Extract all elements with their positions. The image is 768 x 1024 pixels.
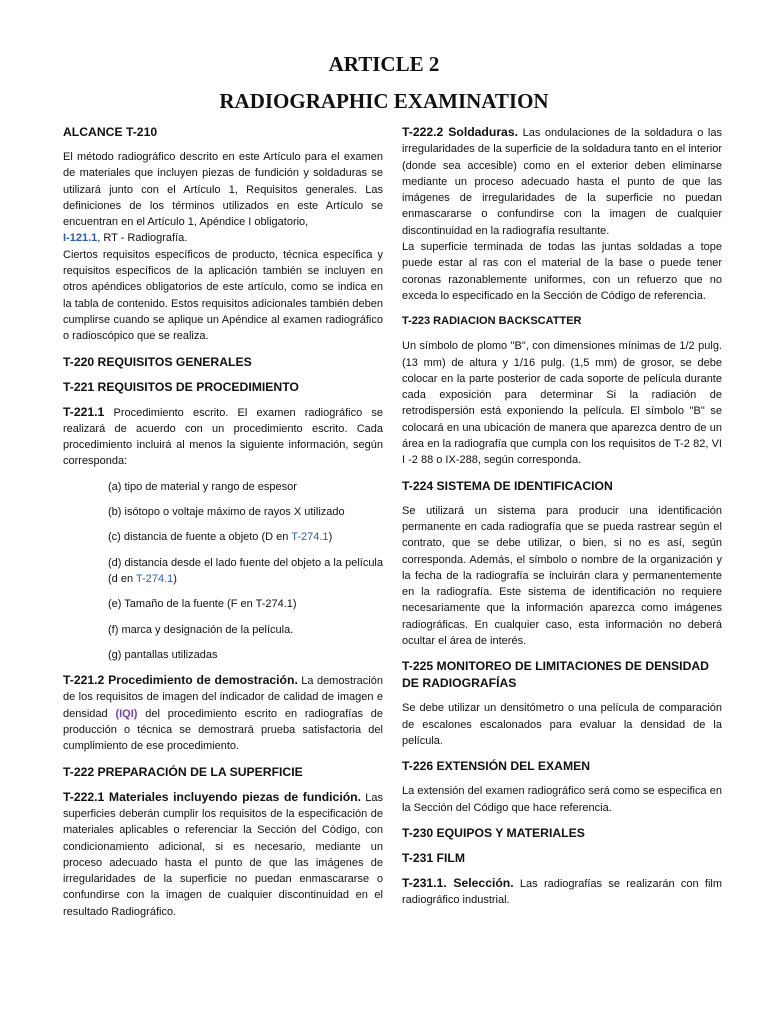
- list-item-c: (c) distancia de fuente a objeto (D en T-274.1): [108, 531, 333, 544]
- list-item-g: (g) pantallas utilizadas: [108, 648, 218, 661]
- section-heading-t222: T-222 PREPARACIÓN DE LA SUPERFICIE: [63, 764, 303, 779]
- section-heading-t230: T-230 EQUIPOS Y MATERIALES: [402, 825, 585, 840]
- right-column: [402, 124, 722, 917]
- section-heading-t225: T-225 MONITOREO DE LIMITACIONES DE DENSIDAD DE RADIOGRAFÍAS: [402, 659, 709, 691]
- section-heading-t231: T-231 FILM: [402, 850, 465, 865]
- paragraph-t221-2: T-221.2 Procedimiento de demostración. La demostración de los requisitos de imagen del indicador de calidad de imagen e densidad (IQI) del procedimiento escrito en radiografías de producción o técnica se demostrará prueba satisfactoria del cumplimiento de ese procedimiento.: [63, 673, 383, 753]
- list-item-a: (a) tipo de material y rango de espesor: [108, 480, 297, 493]
- iqi-abbreviation: (IQI): [115, 707, 138, 720]
- section-heading-t220: T-220 REQUISITOS GENERALES: [63, 354, 252, 369]
- section-heading-t226: T-226 EXTENSIÓN DEL EXAMEN: [402, 759, 591, 774]
- paragraph-t210-1: El método radiográfico descrito en este Artículo para el examen de materiales que incluyen piezas de fundición y soldaduras se utilizará junto con el Artículo 1, Requisitos generales. Las definiciones de los términos utilizados en este Artículo se encuentran en el Artículo 1, Apéndice I obligatorio, I-121.1, RT - Radiografía. Ciertos requisitos específicos de producto, técnica específica y requisitos específicos de la aplicación también se incluyen en otros apéndices obligatorios de este artículo, como se indica en la tabla de contenido. Estos requisitos adicionales también deben cumplirse cuando se aplique un Apéndice al examen radiográfico o radioscópico que se realiza.: [63, 151, 383, 343]
- article-number: ARTICLE 2: [328, 52, 440, 76]
- left-column: [63, 124, 383, 929]
- paragraph-t223: Un símbolo de plomo "B", con dimensiones mínimas de 1/2 pulg. (13 mm) de altura y 1/16 pulg. (1,5 mm) de grosor, se debe colocar en la parte posterior de cada soporte de película durante cada exposición para determinar Si la radiación de retrodispersión está exponiendo la película. El símbolo "B" se colocará en una ubicación de manera que aparezca dentro de un área en la radiografía que cumpla con los requisitos de T-2 82, VI I -2 88 o IX-288, según corresponda.: [402, 340, 722, 467]
- section-heading-t210: ALCANCE T-210: [63, 125, 158, 139]
- paragraph-t222-1: T-222.1 Materiales incluyendo piezas de fundición. Las superficies deberán cumplir los requisitos de la especificación de materiales aplicables o referenciar la Sección del Código, con condicionamiento adicional, si es necesario, mediante un proceso adecuado hasta el punto de que las imágenes de irregularidades de la superficie no puedan enmascararse o confundirse con la imagen de cualquier discontinuidad en el resultado Radiográfico.: [63, 789, 384, 918]
- section-heading-t221: T-221 REQUISITOS DE PROCEDIMIENTO: [63, 379, 299, 394]
- paragraph-t221-1: T-221.1 Procedimiento escrito. El examen radiográfico se realizará de acuerdo con un procedimiento escrito. Cada procedimiento incluirá al menos la siguiente información, según corresponda:: [63, 404, 383, 468]
- list-item-d: (d) distancia desde el lado fuente del objeto a la película (d en T-274.1): [108, 556, 383, 585]
- paragraph-t224: Se utilizará un sistema para producir una identificación permanente en cada radiografía que se pueda rastrear según el contrato, que se debe utilizar, o bien, si no es así, según corresponda. Además, el símbolo o nombre de la organización y la fecha de la radiografía se incluirán clara y permanentemente en la radiografía. Este sistema de identificación no requiere necesariamente que la información aparezca como imágenes radiográficas. En cualquier caso, esta información no deberá ocultar el área de interés.: [402, 504, 722, 648]
- link-t-274-1[interactable]: T-274.1: [135, 572, 174, 585]
- list-item-f: (f) marca y designación de la película.: [108, 623, 294, 636]
- link-t-274-1[interactable]: T-274.1: [291, 531, 329, 544]
- paragraph-t231-1: T-231.1. Selección. Las radiografías se realizarán con film radiográfico industrial.: [402, 875, 722, 907]
- section-heading-t223: T-223 RADIACION BACKSCATTER: [402, 315, 582, 328]
- article-title: RADIOGRAPHIC EXAMINATION: [219, 89, 549, 113]
- section-heading-t224: T-224 SISTEMA DE IDENTIFICACION: [402, 478, 613, 493]
- list-item-e: (e) Tamaño de la fuente (F en T-274.1): [108, 598, 297, 611]
- paragraph-t222-2: T-222.2 Soldaduras. Las ondulaciones de la soldadura o las irregularidades de la superficie de la soldadura tanto en el interior (donde sea accesible) como en el exterior deben eliminarse mediante un proceso adecuado hasta el punto de que las imágenes de irregularidades de la superficie no puedan enmascararse o confundirse con la imagen de cualquier discontinuidad en la radiografía resultante. La superficie terminada de todas las juntas soldadas a tope puede estar al ras con el material de la base o puede tener coronas razonablemente uniformes, con un refuerzo que no exceda lo especificado en la Sección de Código de referencia.: [402, 125, 722, 302]
- paragraph-t225: Se debe utilizar un densitómetro o una película de comparación de escalones escalonados para evaluar la densidad de la película.: [402, 702, 722, 747]
- paragraph-t226: La extensión del examen radiográfico será como se especifica en la Sección del Código que hace referencia.: [402, 785, 722, 814]
- list-item-b: (b) isótopo o voltaje máximo de rayos X utilizado: [108, 506, 345, 519]
- link-i-121-1[interactable]: I-121.1: [63, 232, 98, 245]
